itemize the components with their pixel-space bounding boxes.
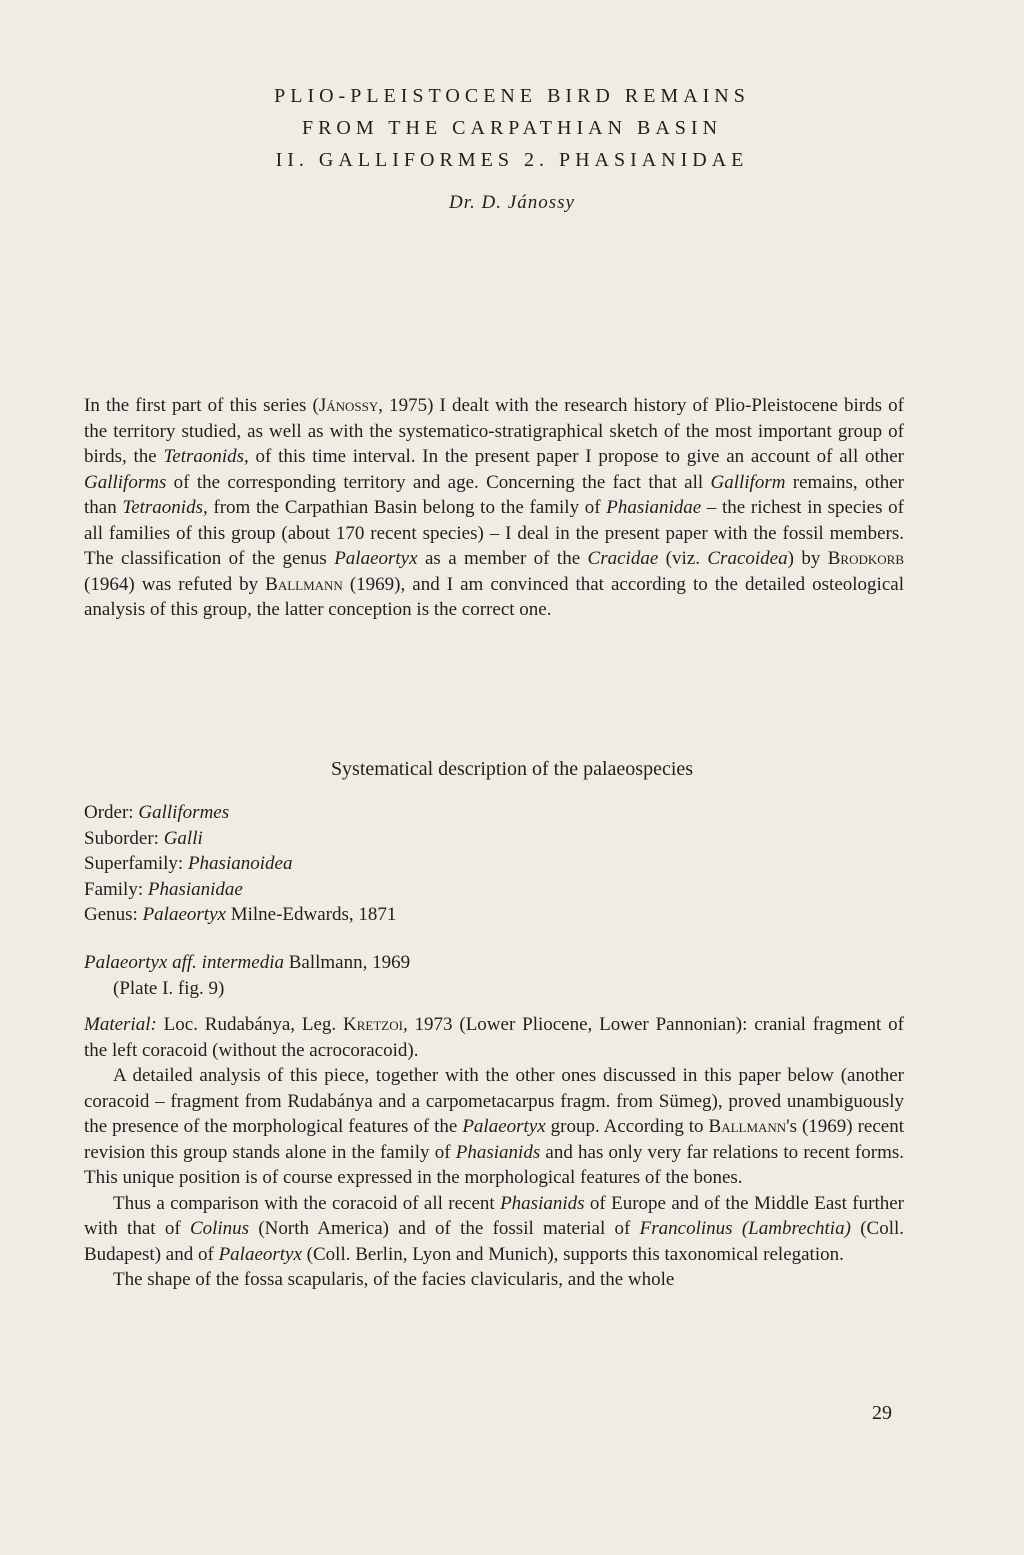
text: (North America) and of the fossil material of	[249, 1218, 640, 1239]
label: Suborder:	[84, 827, 164, 849]
taxon: Cracoidea	[707, 548, 788, 569]
text: and has only very far relations to recent forms. This unique position is of course expressed in the morphological features of the bones.	[84, 1141, 904, 1188]
text: remains, other than	[84, 471, 905, 518]
text: (Coll. Budapest) and of	[84, 1218, 904, 1265]
material-section	[84, 1012, 904, 1293]
text: , of this time interval. In the present paper I propose to give an account of all other	[244, 446, 904, 467]
text: (Coll. Berlin, Lyon and Munich), supports this taxonomical relegation.	[301, 1243, 844, 1265]
taxon: Galliforms	[84, 471, 167, 493]
taxon: Galliform	[710, 471, 786, 493]
text: as a member of the	[417, 548, 588, 569]
title-block	[0, 80, 1024, 214]
label: Superfamily:	[84, 853, 188, 874]
text: In the first part of this series (	[84, 395, 319, 416]
text: A detailed analysis of this piece, together with the other ones discussed in this paper below (another coracoid – fragment from Rudabánya and a carpometacarpus fragm. from Sümeg), proved unambiguously the presence of the morphological features of the	[84, 1065, 904, 1137]
text: (1969), and I am convinced that according to the detailed osteological analysis of this group, the latter conception is the correct one.	[84, 573, 904, 620]
text: 's (1969) recent revision this group stands alone in the family of	[84, 1116, 904, 1163]
title-line-2: FROM THE CARPATHIAN BASIN	[301, 117, 723, 139]
taxon: Galli	[163, 827, 203, 849]
taxon: Colinus	[189, 1218, 250, 1239]
taxon: Palaeortyx	[334, 548, 418, 569]
author-ref: Brodkorb	[827, 548, 904, 569]
label: Genus:	[84, 904, 143, 925]
author-ref: Milne-Edwards, 1871	[225, 904, 397, 925]
page-number: 29	[872, 1402, 892, 1424]
taxon: Palaeortyx	[142, 904, 226, 925]
text: (viz.	[658, 548, 708, 569]
text: , 1973 (Lower Pliocene, Lower Pannonian): cranial fragment of the left coracoid (without the acrocoracoid).	[84, 1014, 904, 1061]
material-label: Material:	[84, 1014, 157, 1035]
taxon: Tetraonids	[122, 497, 203, 518]
material-paragraph-2	[84, 1063, 904, 1191]
taxon: Phasianids	[500, 1192, 585, 1214]
taxonomy-list	[84, 800, 396, 928]
author: Dr. D. Jánossy	[449, 192, 575, 213]
taxon: Phasianids	[455, 1141, 541, 1163]
text: – the richest in species of all families of this group (about 170 recent species) – I deal in the present paper with the fossil members. The classification of the genus	[84, 497, 904, 569]
species-name-line	[84, 950, 410, 976]
label: Family:	[84, 878, 148, 900]
text: (1964) was refuted by	[84, 573, 266, 595]
text: group. According to	[545, 1116, 709, 1137]
text: Loc. Rudabánya, Leg.	[156, 1014, 343, 1035]
taxon: Phasianidae	[606, 497, 702, 518]
taxon: Cracidae	[587, 548, 659, 569]
taxon: Phasianoidea	[187, 853, 293, 874]
taxonomy-suborder	[84, 826, 396, 852]
text: Thus a comparison with the coracoid of all recent	[113, 1192, 501, 1214]
text: , from the Carpathian Basin belong to the family of	[202, 497, 607, 518]
species-author: Ballmann, 1969	[283, 952, 411, 973]
text: , 1975) I dealt with the research history of Plio-Pleistocene birds of the territory studied, as well as with the systematico-stratigraphical sketch of the most important group of birds, the	[84, 395, 904, 467]
species-name: Palaeortyx aff. intermedia	[84, 952, 284, 973]
taxon: Francolinus (Lambrechtia)	[639, 1218, 851, 1239]
text: ) by	[787, 548, 828, 569]
title-line-1: PLIO-PLEISTOCENE BIRD REMAINS	[274, 85, 750, 107]
plate-ref: (Plate I. fig. 9)	[113, 977, 225, 999]
material-paragraph-1	[84, 1014, 904, 1061]
intro-paragraph	[84, 393, 904, 623]
author-ref: Ballmann	[708, 1116, 787, 1137]
author-ref: Jánossy	[318, 395, 379, 416]
taxonomy-superfamily	[84, 851, 396, 877]
taxonomy-family	[84, 877, 396, 903]
text: of Europe and of the Middle East further with that of	[84, 1192, 904, 1239]
title-line-3: II. GALLIFORMES 2. PHASIANIDAE	[275, 149, 749, 171]
taxon: Palaeortyx	[218, 1243, 302, 1265]
section-heading: Systematical description of the palaeospecies	[330, 758, 694, 780]
taxon: Tetraonids	[163, 446, 245, 467]
material-paragraph-3	[84, 1191, 904, 1268]
species-entry	[84, 950, 410, 1001]
label: Order:	[84, 802, 139, 823]
taxonomy-genus	[84, 902, 396, 928]
taxon: Phasianidae	[147, 878, 243, 900]
taxon: Palaeortyx	[462, 1116, 546, 1137]
text: of the corresponding territory and age. Concerning the fact that all	[166, 471, 711, 493]
material-paragraph-4: The shape of the fossa scapularis, of the facies clavicularis, and the whole	[113, 1269, 675, 1290]
author-ref: Ballmann	[265, 573, 343, 595]
taxon: Galliformes	[138, 802, 230, 823]
author-ref: Kretzoi	[343, 1014, 403, 1035]
taxonomy-order	[84, 800, 396, 826]
